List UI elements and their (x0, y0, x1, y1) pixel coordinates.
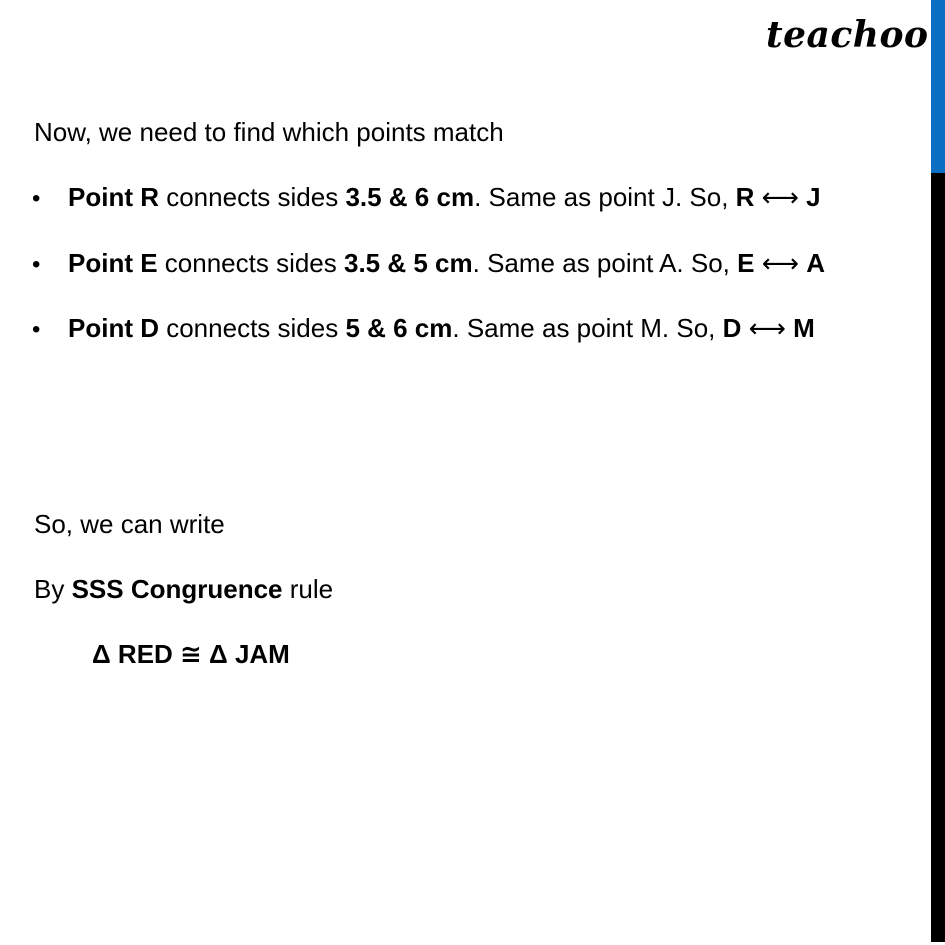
text: . Same as point J. So, (474, 182, 736, 212)
from-point: D (722, 313, 742, 343)
sides-value: 3.5 & 5 cm (344, 248, 473, 278)
sides-value: 3.5 & 6 cm (345, 182, 475, 212)
from-point: E (737, 248, 755, 278)
bullet-item-e (32, 246, 825, 282)
text: connects sides (159, 313, 346, 343)
double-arrow-icon: ⟷ (741, 313, 794, 343)
bullet-item-d (32, 311, 815, 347)
text: rule (282, 574, 334, 604)
bullet-icon: • (32, 185, 41, 212)
text: . Same as point M. So, (452, 313, 723, 343)
bullet-icon: • (32, 316, 41, 343)
teachoo-logo: teachoo (766, 14, 929, 56)
to-point: A (806, 248, 825, 278)
intro-text: Now, we need to find which points match (34, 117, 504, 147)
point-label: Point E (68, 248, 158, 278)
point-label: Point R (68, 182, 159, 212)
double-arrow-icon: ⟷ (754, 182, 807, 212)
rule-name: SSS Congruence (71, 574, 283, 604)
text: By (34, 574, 72, 604)
congruence-formula: Δ RED ≅ Δ JAM (92, 639, 290, 669)
to-point: J (806, 182, 821, 212)
from-point: R (735, 182, 755, 212)
text: connects sides (159, 182, 346, 212)
side-dark-bar (931, 173, 945, 942)
text: . Same as point A. So, (472, 248, 738, 278)
side-accent-bar (931, 0, 945, 173)
rule-statement (34, 572, 333, 606)
text: connects sides (157, 248, 344, 278)
point-label: Point D (68, 313, 159, 343)
conclusion-intro: So, we can write (34, 509, 225, 539)
bullet-icon: • (32, 251, 41, 278)
bullet-item-r (32, 180, 821, 216)
to-point: M (793, 313, 815, 343)
double-arrow-icon: ⟷ (754, 248, 807, 278)
sides-value: 5 & 6 cm (345, 313, 453, 343)
